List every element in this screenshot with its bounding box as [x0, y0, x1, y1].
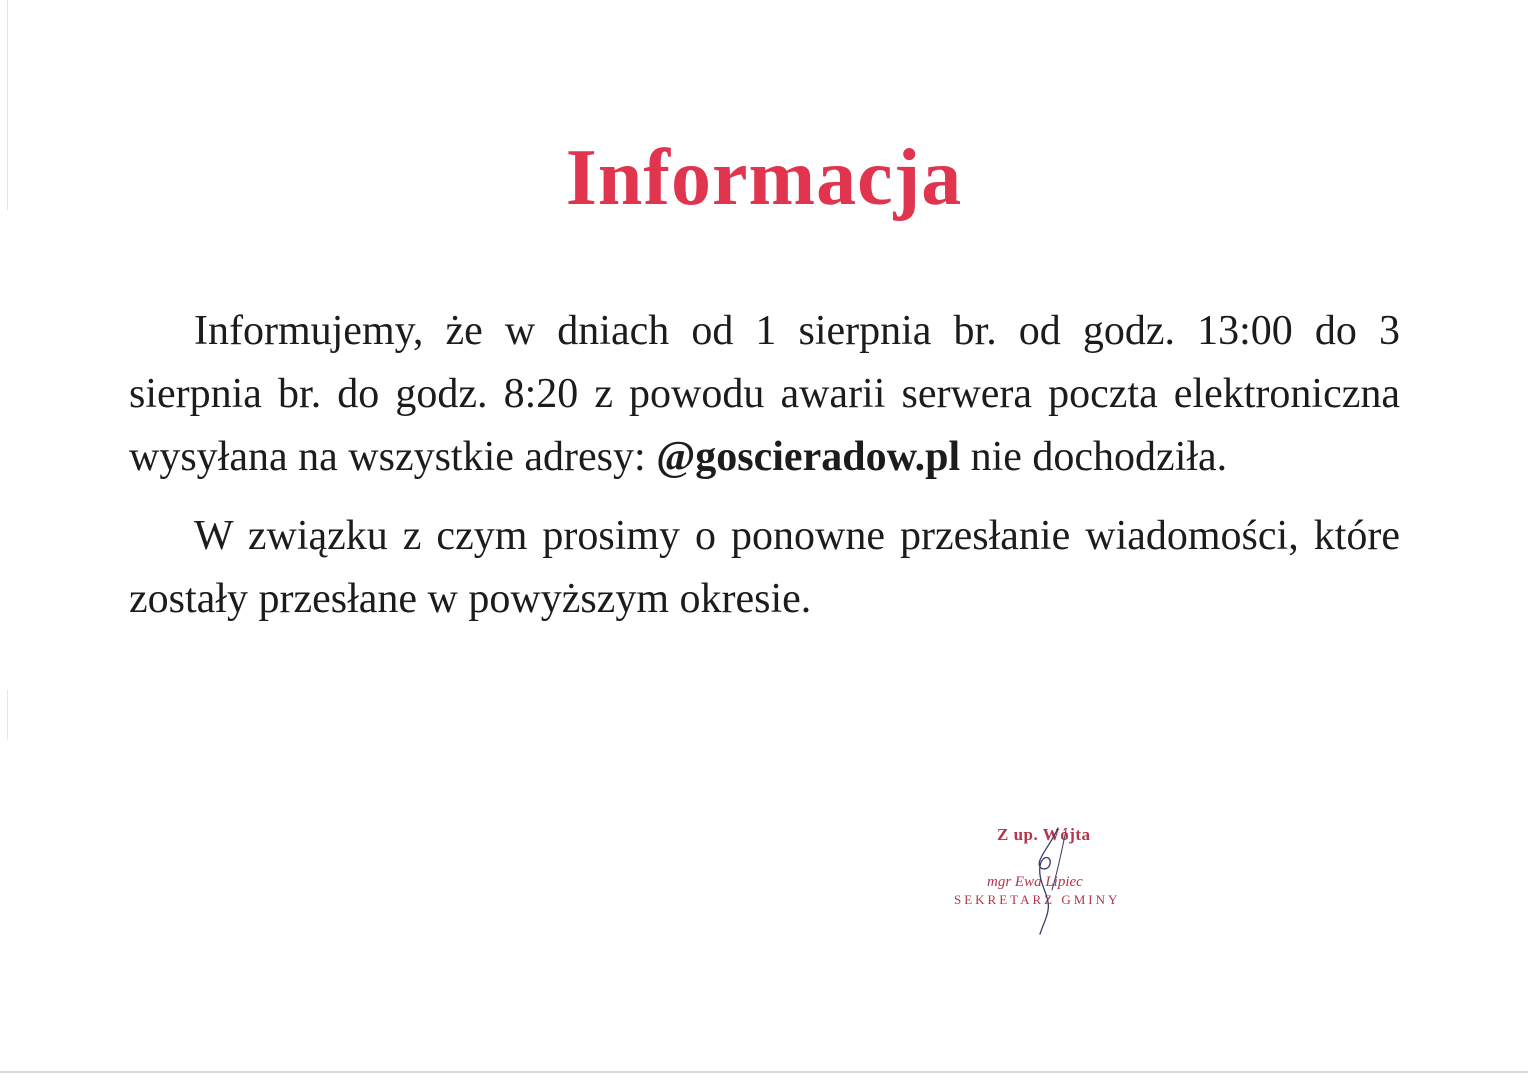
stamp-line-2: mgr Ewa Lipiec	[987, 874, 1083, 890]
scan-edge-bottom	[0, 1071, 1528, 1073]
paragraph-1-text: Informujemy, że w dniach od 1 sierpnia br. od godz. 13:00 do 3 sierpnia br. do godz. 8:20 z powodu awarii serwera poczta elektroniczna wysyłana na wszystkie adresy:	[129, 308, 1400, 480]
email-domain: @goscieradow.pl	[656, 434, 961, 480]
document-title: Informacja	[565, 134, 963, 222]
paragraph-1-end: nie dochodziła.	[960, 434, 1228, 480]
official-stamp	[940, 820, 1150, 940]
document-body	[129, 300, 1400, 631]
paragraph-2: W związku z czym prosimy o ponowne przesłanie wiadomości, które zostały przesłane w powyższym okresie.	[129, 513, 1400, 622]
stamp-line-3: SEKRETARZ GMINY	[954, 892, 1121, 907]
stamp-line-1: Z up. Wójta	[997, 825, 1091, 844]
scan-edge-left-lower	[7, 690, 8, 740]
paragraph-1	[129, 300, 1400, 489]
handwritten-signature	[940, 820, 1150, 940]
